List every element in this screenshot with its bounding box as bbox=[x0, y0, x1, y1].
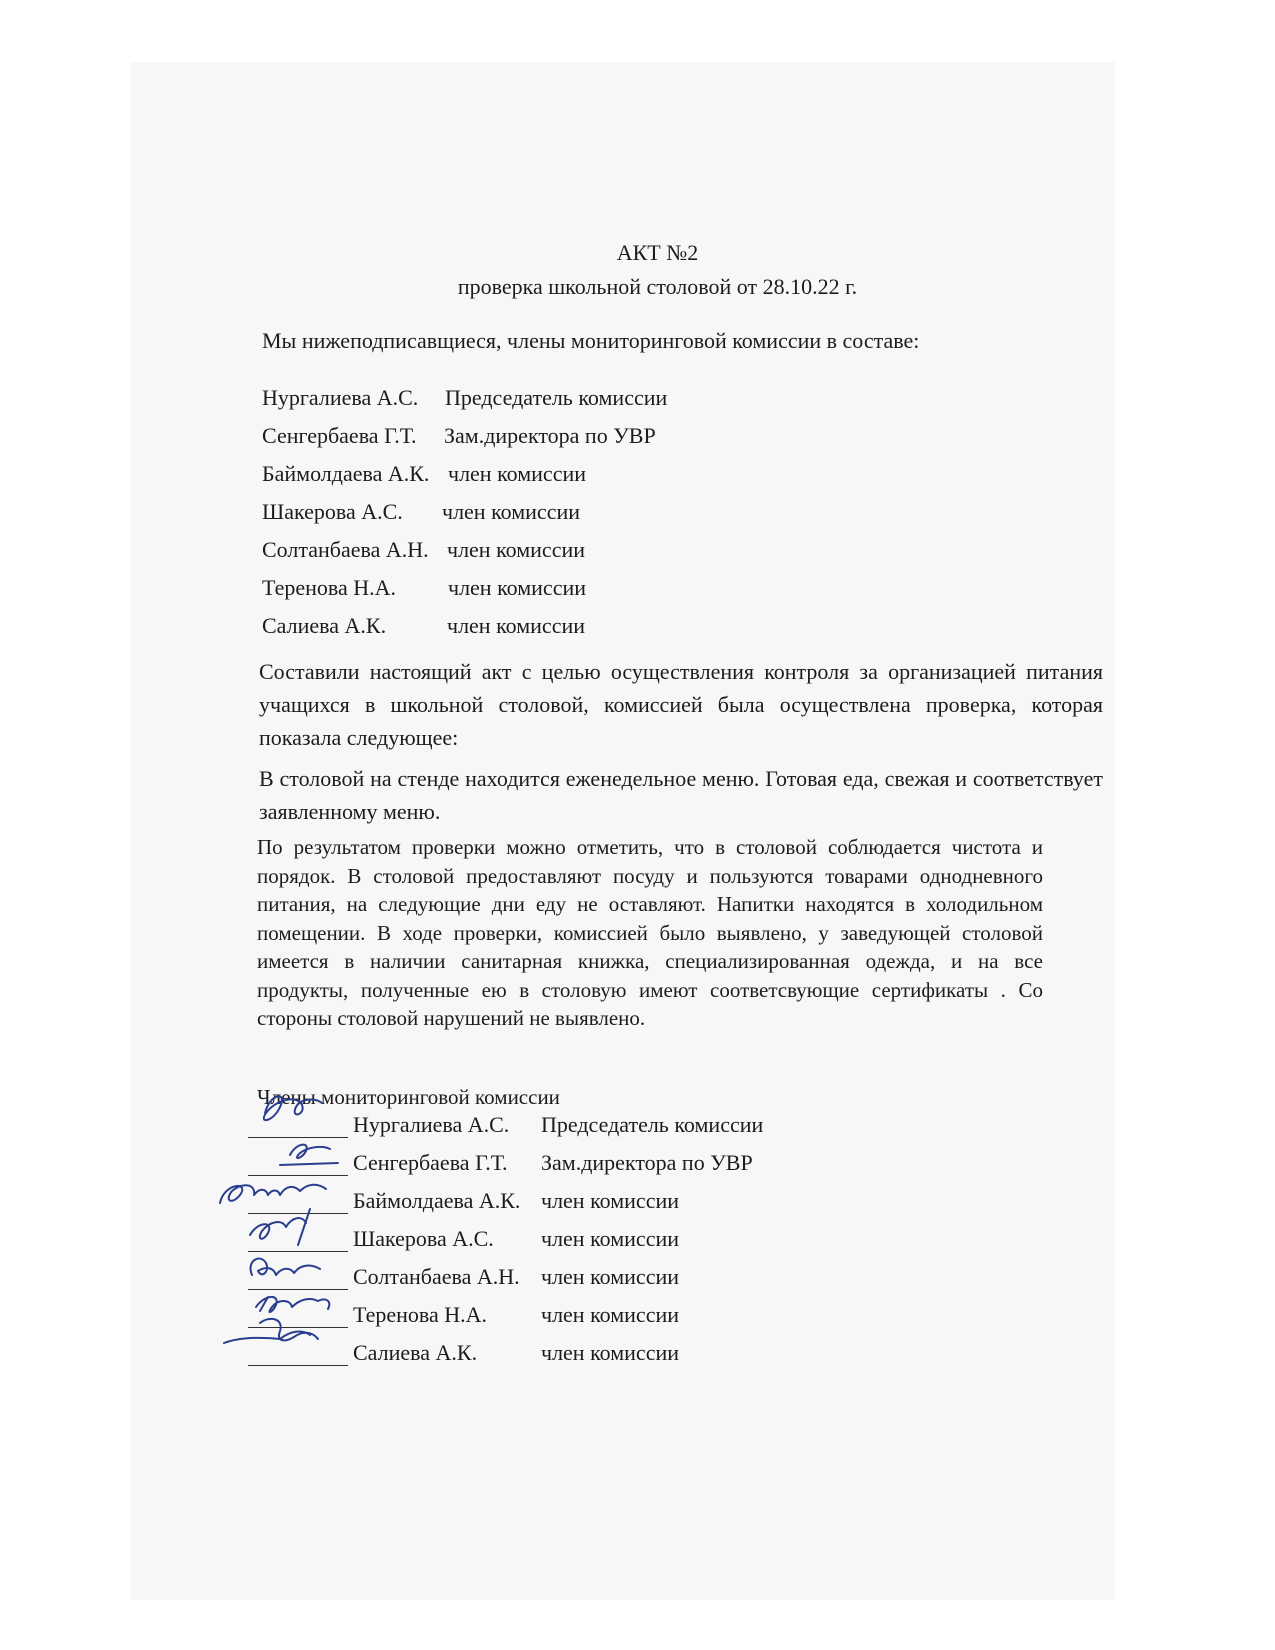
signature-line bbox=[248, 1213, 348, 1214]
signer-name: Солтанбаева А.Н. bbox=[353, 1264, 520, 1289]
member-name: Баймолдаева А.К. bbox=[262, 461, 430, 486]
member-role: Председатель комиссии bbox=[445, 385, 668, 410]
member-role: член комиссии bbox=[447, 613, 586, 638]
signature-line bbox=[248, 1327, 348, 1328]
signer-name: Шакерова А.С. bbox=[353, 1226, 494, 1251]
member-role: член комиссии bbox=[442, 499, 581, 524]
signer-role: Зам.директора по УВР bbox=[541, 1150, 753, 1175]
member-name: Сенгербаева Г.Т. bbox=[262, 423, 417, 448]
signer-role: член комиссии bbox=[541, 1188, 680, 1213]
signer-role: член комиссии bbox=[541, 1340, 680, 1365]
signer-role: член комиссии bbox=[541, 1302, 680, 1327]
signer-name: Салиева А.К. bbox=[353, 1340, 478, 1365]
signatures-heading: Члены мониторинговой комиссии bbox=[257, 1085, 560, 1109]
member-role: член комиссии bbox=[448, 575, 587, 600]
signer-name: Нургалиева А.С. bbox=[353, 1112, 510, 1137]
signer-role: член комиссии bbox=[541, 1264, 680, 1289]
member-name: Солтанбаева А.Н. bbox=[262, 537, 429, 562]
purpose-paragraph: Составили настоящий акт с целью осуществления контроля за организацией питания учащихся в школьной столовой, комиссией была осуществлена проверка, которая показала следующее: bbox=[259, 659, 1103, 750]
signer-role: Председатель комиссии bbox=[541, 1112, 764, 1137]
signer-name: Теренова Н.А. bbox=[353, 1302, 488, 1327]
member-role: Зам.директора по УВР bbox=[444, 423, 656, 448]
document-title: АКТ №2 bbox=[616, 240, 699, 265]
findings-paragraph: По результатом проверки можно отметить, что в столовой соблюдается чистота и порядок. В столовой предоставляют посуду и пользуются товарами однодневного питания, на следующие дни еду не оставляют. Напитки находятся в холодильном помещении. В ходе проверки, комиссией было выявлено, у заведующей столовой имеется в наличии санитарная книжка, специализированная одежда, и на все продукты, полученные ею в столовую имеют соответсвующие сертификаты . Со стороны столовой нарушений не выявлено. bbox=[257, 835, 1043, 1030]
signer-role: член комиссии bbox=[541, 1226, 680, 1251]
member-name: Теренова Н.А. bbox=[262, 575, 397, 600]
signature-line bbox=[248, 1289, 348, 1290]
member-name: Шакерова А.С. bbox=[262, 499, 403, 524]
signer-name: Сенгербаева Г.Т. bbox=[353, 1150, 508, 1175]
member-name: Нургалиева А.С. bbox=[262, 385, 419, 410]
member-role: член комиссии bbox=[448, 461, 587, 486]
signature-line bbox=[248, 1365, 348, 1366]
member-name: Салиева А.К. bbox=[262, 613, 387, 638]
signature-line bbox=[248, 1251, 348, 1252]
signature-line bbox=[248, 1175, 348, 1176]
member-role: член комиссии bbox=[447, 537, 586, 562]
menu-paragraph: В столовой на стенде находится еженедельное меню. Готовая еда, свежая и соответствует заявленному меню. bbox=[259, 766, 1103, 824]
signature-line bbox=[248, 1137, 348, 1138]
signer-name: Баймолдаева А.К. bbox=[353, 1188, 521, 1213]
intro-line: Мы нижеподписавщиеся, члены мониторинговой комиссии в составе: bbox=[262, 328, 920, 353]
document-subtitle: проверка школьной столовой от 28.10.22 г. bbox=[457, 274, 858, 299]
